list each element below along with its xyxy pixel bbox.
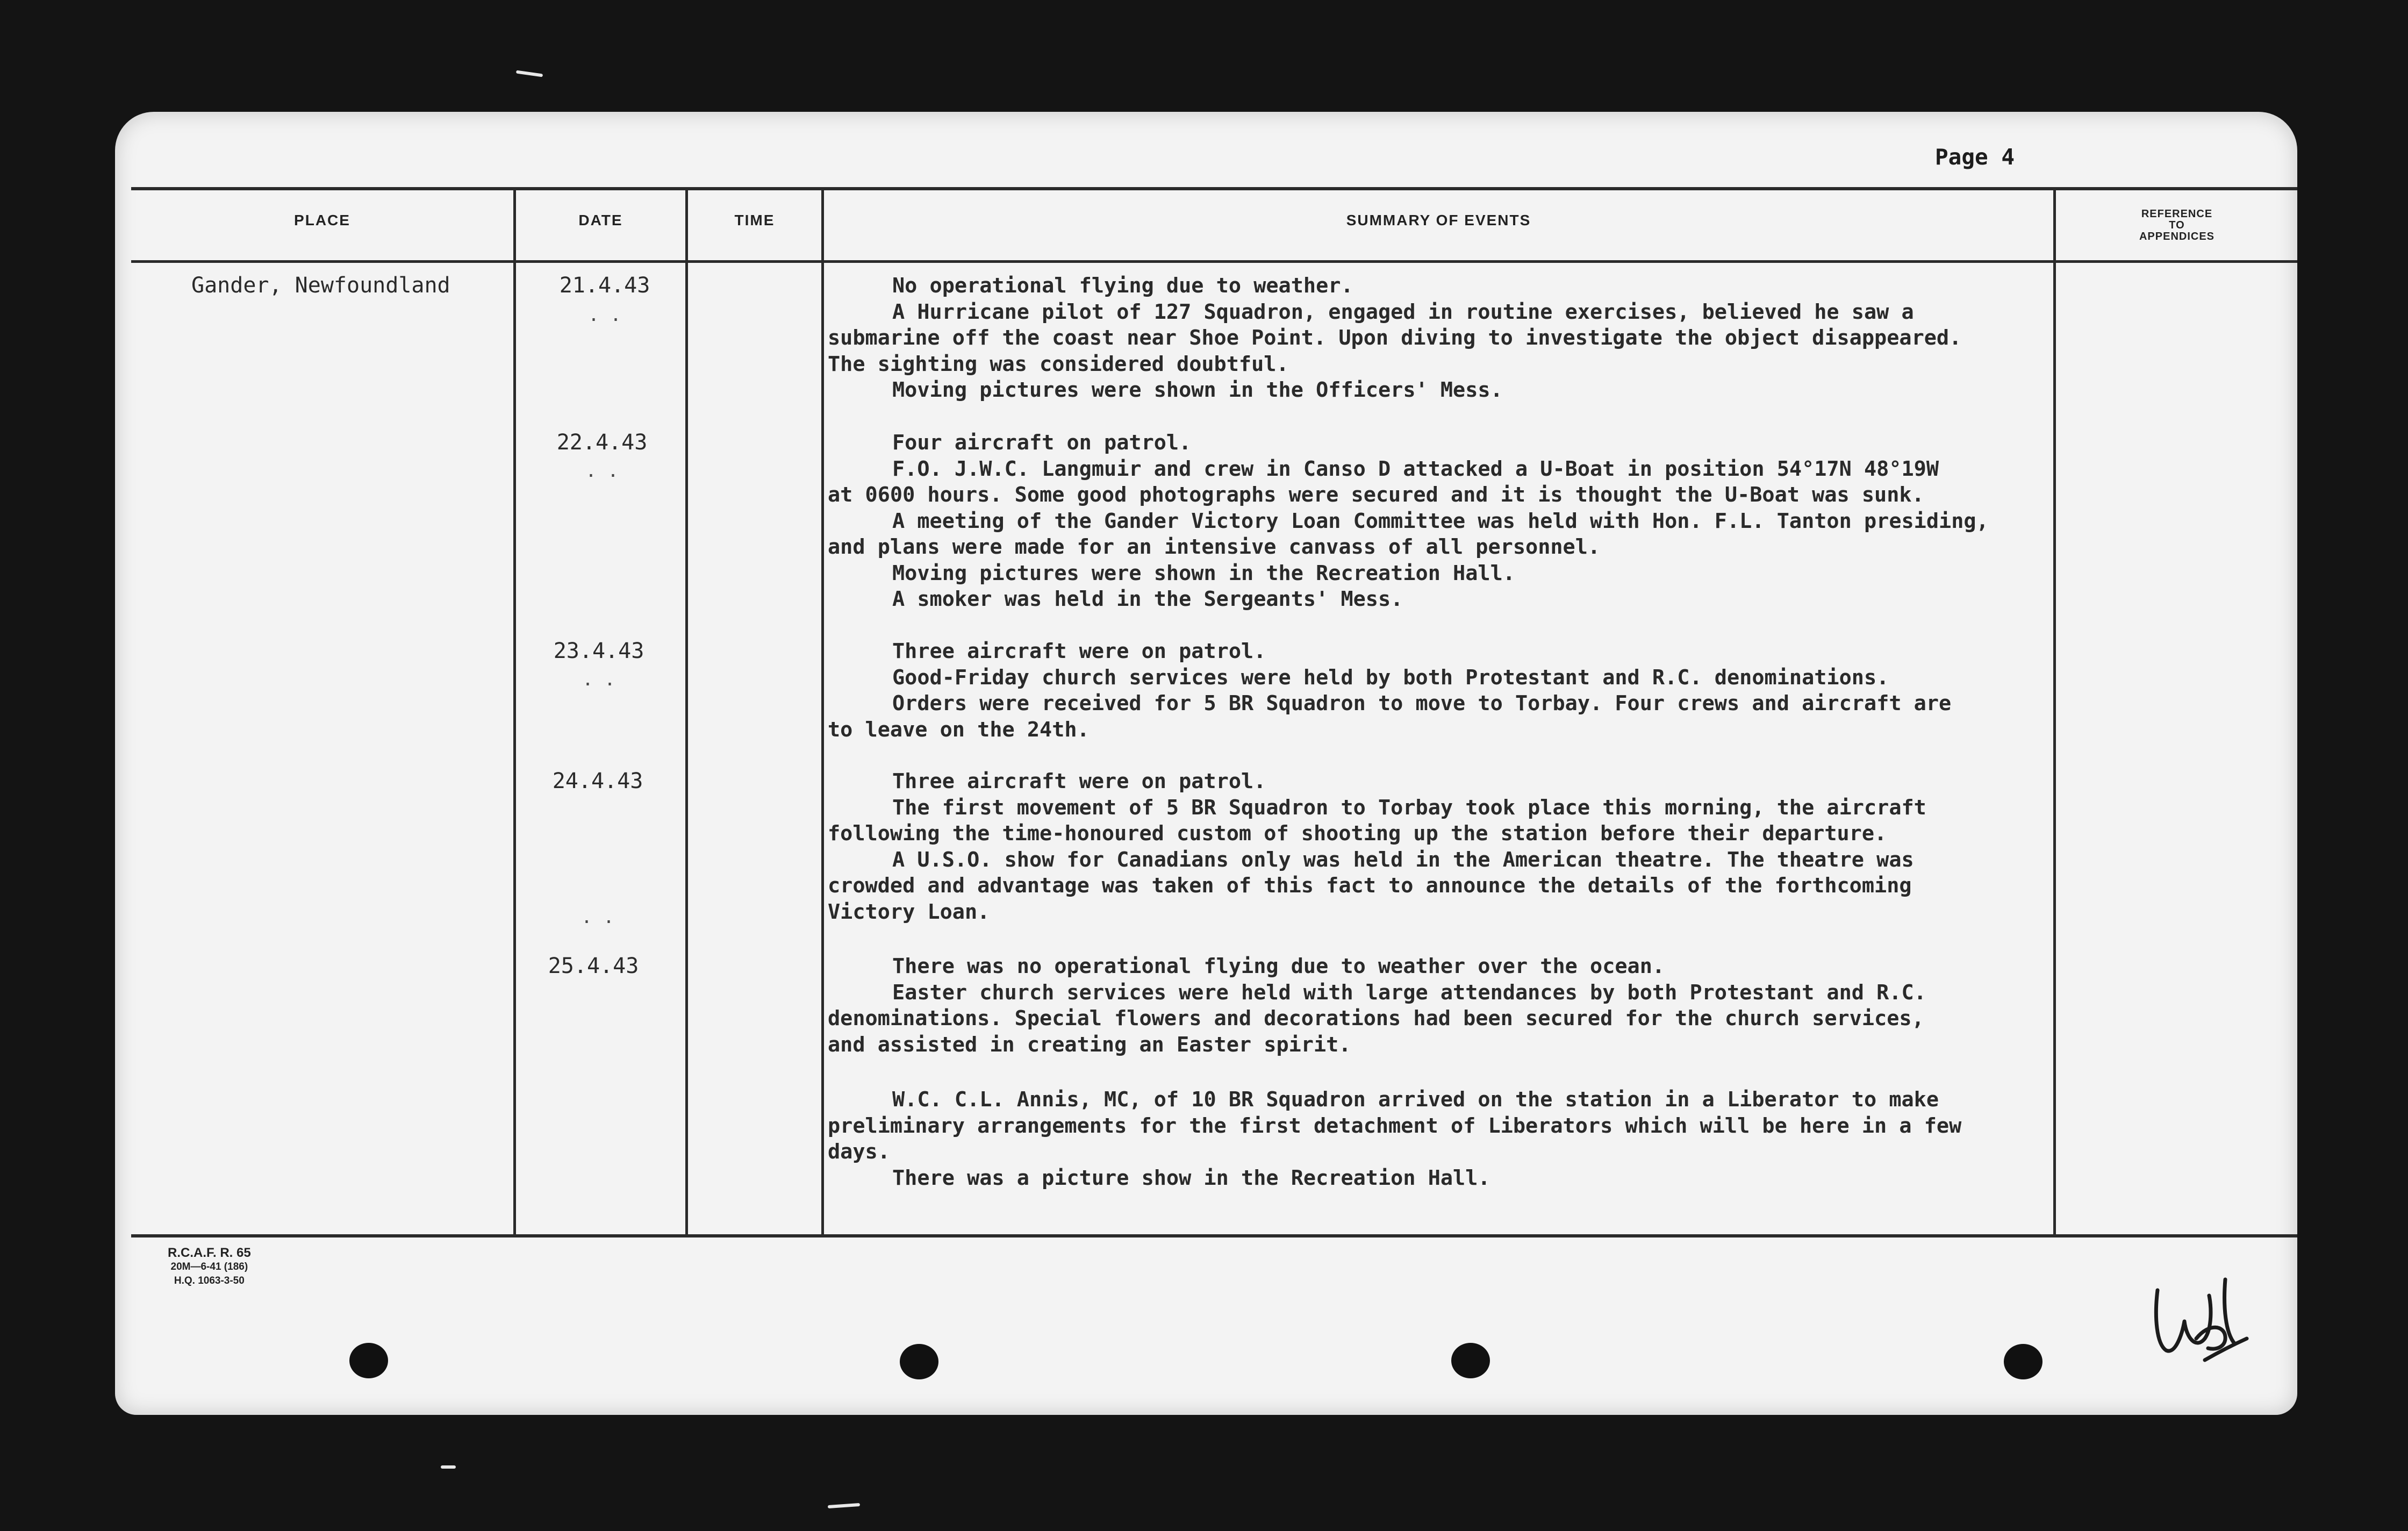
summary-line: A U.S.O. show for Canadians only was held in the American theatre. The theatre was [892, 847, 1914, 872]
entry-summary [828, 639, 2064, 743]
summary-line: at 0600 hours. Some good photographs were secured and it is thought the U-Boat was sunk. [828, 483, 1924, 507]
summary-line: A smoker was held in the Sergeants' Mess. [892, 587, 1403, 611]
summary-line: and assisted in creating an Easter spirit. [828, 1032, 1351, 1057]
summary-line: W.C. C.L. Annis, MC, of 10 BR Squadron arrived on the station in a Liberator to make [892, 1088, 1939, 1112]
summary-line: Easter church services were held with large attendances by both Protestant and R.C. [892, 980, 1926, 1005]
entry-date: 21.4.43 [559, 273, 650, 298]
summary-line: Three aircraft were on patrol. [892, 769, 1266, 793]
punch-hole [1451, 1343, 1490, 1378]
page-number: Page 4 [1935, 144, 2015, 170]
entry-summary [828, 954, 2064, 1058]
punch-hole [900, 1344, 938, 1379]
punch-hole [2004, 1344, 2042, 1379]
ditto-mark: . . [581, 906, 614, 928]
ditto-mark: . . [585, 460, 619, 482]
column-header-date: DATE [578, 212, 623, 228]
summary-line: submarine off the coast near Shoe Point. Upon diving to investigate the object disappeared. [828, 326, 1962, 350]
film-scratch [828, 1503, 860, 1508]
top-rule [131, 187, 2297, 190]
film-scratch [441, 1465, 456, 1469]
summary-line: Orders were received for 5 BR Squadron to move to Torbay. Four crews and aircraft are [892, 691, 1952, 716]
form-identification [168, 1246, 251, 1288]
place-value: Gander, Newfoundland [191, 273, 450, 298]
summary-line: preliminary arrangements for the first detachment of Liberators which will be here in a few [828, 1113, 1962, 1138]
summary-line: to leave on the 24th. [828, 717, 1090, 742]
summary-line: Good-Friday church services were held by both Protestant and R.C. denominations. [892, 665, 1889, 690]
entry-date: 23.4.43 [553, 639, 644, 663]
entry-summary [828, 273, 2064, 404]
bottom-rule [131, 1234, 2297, 1237]
entry-summary [828, 430, 2064, 613]
summary-line: denominations. Special flowers and decorations had been secured for the church services, [828, 1006, 1924, 1031]
column-divider-place [513, 189, 516, 1235]
summary-line: F.O. J.W.C. Langmuir and crew in Canso D attacked a U-Boat in position 54°17N 48°19W [892, 456, 1939, 481]
summary-line: A Hurricane pilot of 127 Squadron, engaged in routine exercises, believed he saw a [892, 299, 1914, 324]
header-rule [131, 260, 2297, 263]
column-divider-time [821, 189, 824, 1235]
summary-line: and plans were made for an intensive canvass of all personnel. [828, 535, 1601, 559]
summary-line: Four aircraft on patrol. [892, 431, 1192, 455]
form-number: R.C.A.F. R. 65 [168, 1246, 251, 1260]
form-print-run: 20M—6-41 (186) [170, 1261, 248, 1272]
column-divider-date [685, 189, 688, 1235]
summary-line: days. [828, 1140, 890, 1164]
entry-date: 22.4.43 [556, 430, 648, 455]
punch-hole [349, 1343, 388, 1378]
summary-line: Victory Loan. [828, 899, 990, 924]
summary-line: The sighting was considered doubtful. [828, 352, 1289, 376]
summary-line: There was a picture show in the Recreation Hall. [892, 1165, 1490, 1190]
summary-line: There was no operational flying due to weather over the ocean. [892, 954, 1665, 978]
summary-line: A meeting of the Gander Victory Loan Committee was held with Hon. F.L. Tanton presiding, [892, 509, 1989, 533]
ditto-mark: . . [588, 304, 621, 326]
entry-date: 25.4.43 [548, 954, 639, 978]
summary-line: The first movement of 5 BR Squadron to Torbay took place this morning, the aircraft [892, 795, 1926, 820]
column-header-summary: SUMMARY OF EVENTS [1346, 212, 1531, 228]
entry-summary [828, 1087, 2064, 1191]
entry-summary [828, 769, 2064, 925]
summary-line: Moving pictures were shown in the Recreation Hall. [892, 561, 1515, 585]
entry-date: 24.4.43 [552, 769, 643, 793]
summary-line: following the time-honoured custom of shooting up the station before their departure. [828, 821, 1887, 846]
handwritten-initials-signature [2145, 1258, 2252, 1371]
film-scratch [516, 70, 543, 77]
summary-line: Moving pictures were shown in the Officers' Mess. [892, 378, 1503, 402]
form-hq-reference: H.Q. 1063-3-50 [174, 1275, 245, 1286]
summary-line: No operational flying due to weather. [892, 274, 1353, 298]
column-header-place: PLACE [294, 212, 350, 228]
column-header-time: TIME [734, 212, 775, 228]
ditto-mark: . . [582, 669, 615, 690]
column-header-reference: REFERENCE TO APPENDICES [2139, 208, 2215, 242]
summary-line: Three aircraft were on patrol. [892, 639, 1266, 663]
summary-line: crowded and advantage was taken of this fact to announce the details of the forthcoming [828, 874, 1912, 898]
